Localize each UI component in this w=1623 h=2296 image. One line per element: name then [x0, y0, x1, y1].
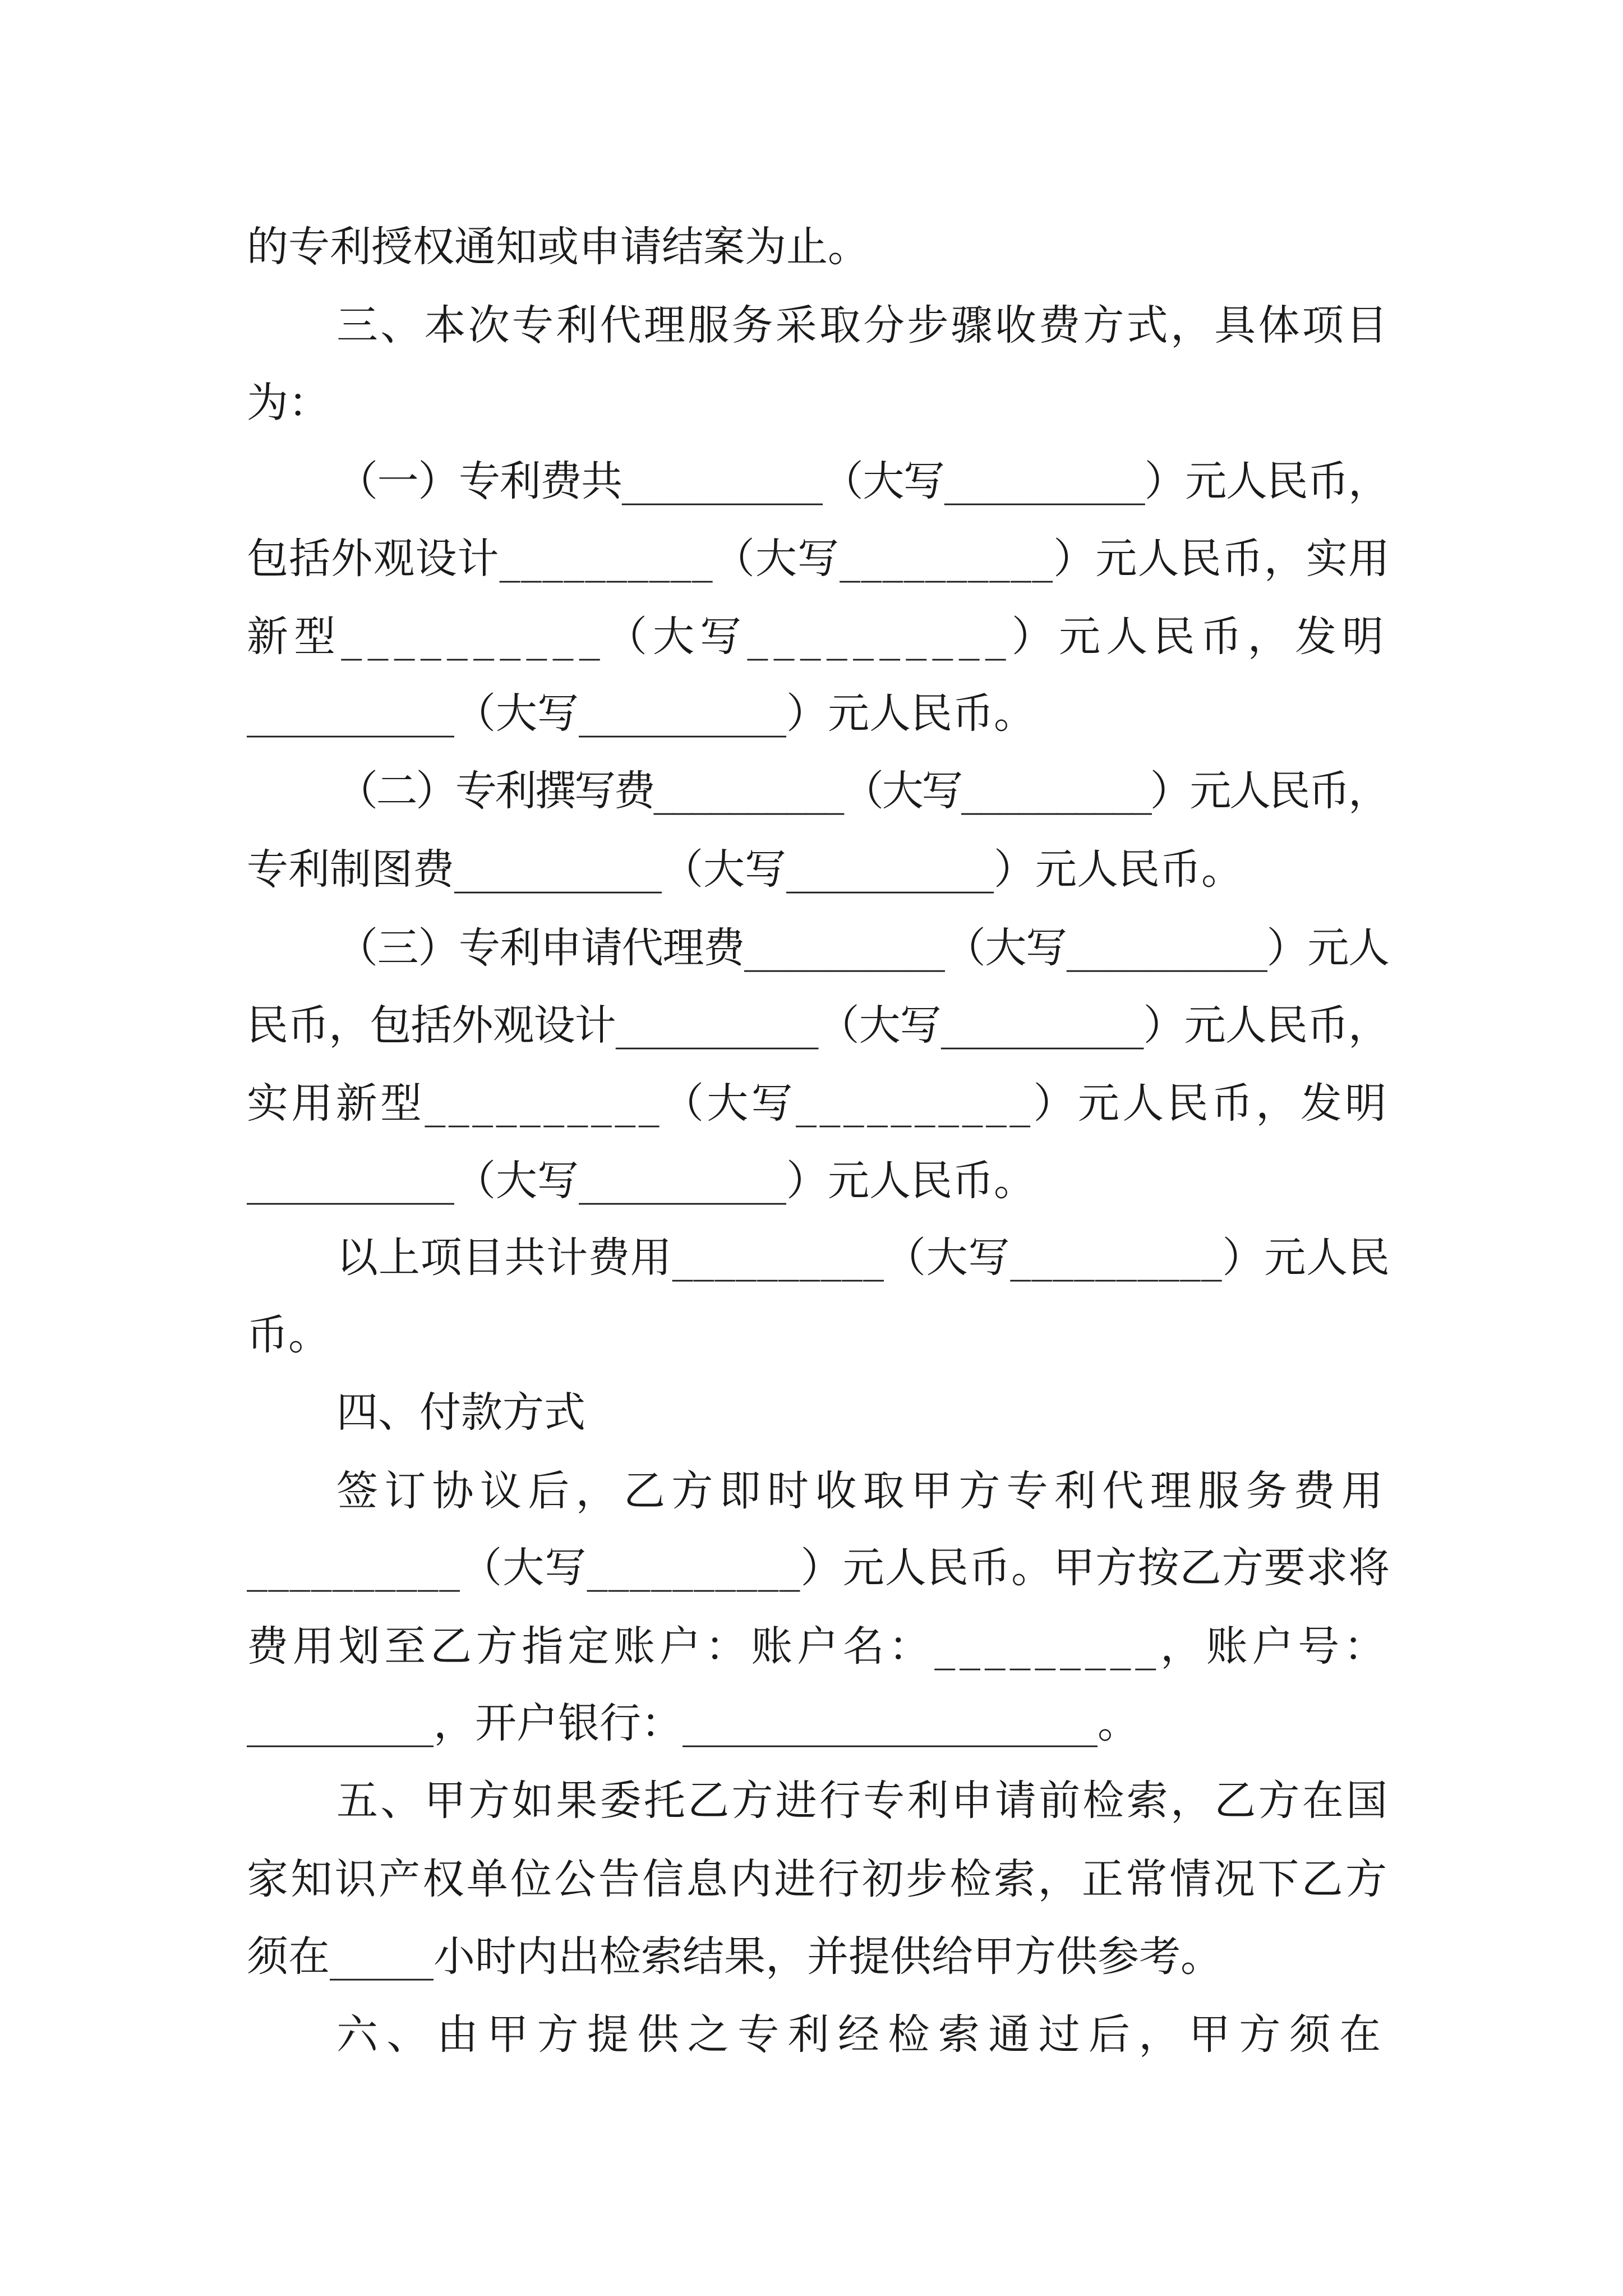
text-line-16: 四、付款方式: [336, 1388, 585, 1437]
text-line-23: 须在_____小时内出检索结果，并提供给甲方供参考。: [247, 1932, 1222, 1981]
text-line-7: __________（大写__________）元人民币。: [247, 689, 1035, 738]
text-line-2: 三、本次专利代理服务采取分步骤收费方式，具体项目: [336, 301, 1390, 349]
text-line-11: 民币，包括外观设计__________（大写__________）元人民币，: [247, 1001, 1390, 1050]
text-line-15: 币。: [247, 1311, 330, 1359]
text-line-24: 六、由甲方提供之专利经检索通过后，甲方须在: [336, 2010, 1390, 2059]
text-line-3: 为：: [247, 379, 330, 427]
text-line-9: 专利制图费__________（大写__________）元人民币。: [247, 845, 1243, 894]
text-line-18: __________（大写__________）元人民币。甲方按乙方要求将: [247, 1544, 1391, 1592]
text-line-6: 新型__________（大写__________）元人民币，发明: [247, 613, 1390, 661]
text-line-12: 实用新型__________（大写__________）元人民币，发明: [247, 1079, 1390, 1128]
text-line-22: 家知识产权单位公告信息内进行初步检索，正常情况下乙方: [247, 1855, 1390, 1903]
text-line-20: _________，开户银行：____________________。: [247, 1699, 1139, 1747]
text-line-17: 签订协议后，乙方即时收取甲方专利代理服务费用: [336, 1467, 1390, 1515]
text-line-1: 的专利授权通知或申请结案为止。: [247, 223, 869, 271]
text-line-14: 以上项目共计费用__________（大写__________）元人民: [336, 1234, 1390, 1282]
text-line-8: （二）专利撰写费__________（大写__________）元人民币，: [336, 767, 1388, 815]
text-line-5: 包括外观设计__________（大写__________）元人民币，实用: [247, 535, 1391, 583]
text-line-4: （一）专利费共__________（大写__________）元人民币，: [336, 457, 1389, 505]
text-line-19: 费用划至乙方指定账户：账户名：_________，账户号：: [247, 1622, 1390, 1671]
text-line-13: __________（大写__________）元人民币。: [247, 1157, 1035, 1205]
text-line-10: （三）专利申请代理费__________（大写__________）元人: [336, 924, 1389, 972]
text-line-21: 五、甲方如果委托乙方进行专利申请前检索，乙方在国: [336, 1777, 1390, 1825]
